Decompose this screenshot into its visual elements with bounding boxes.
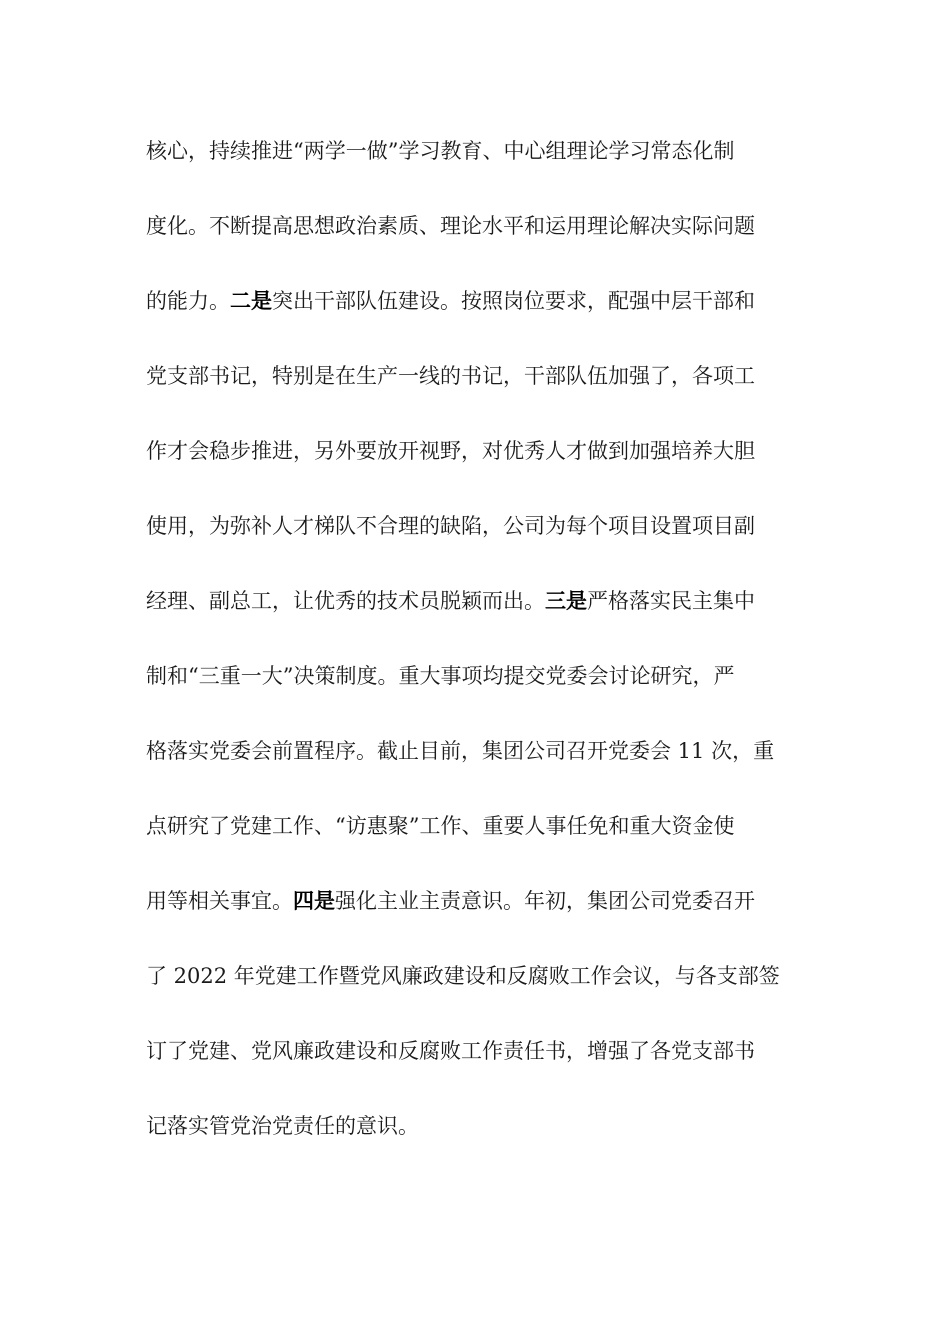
text-line: [146, 1103, 806, 1178]
text-segment: 制和“三重一大”决策制度。重大事项均提交党委会讨论研究，严: [146, 664, 735, 688]
text-line: [146, 128, 806, 203]
text-segment: 用等相关事宜。: [146, 889, 293, 913]
text-segment: 核心，持续推进“两学一做”学习教育、中心组理论学习常态化制: [146, 139, 735, 163]
text-line: [146, 203, 806, 278]
emphasis-label: 二是: [230, 288, 272, 313]
text-line: [146, 953, 806, 1028]
text-segment: 强化主业主责意识。年初，集团公司党委召开: [335, 889, 755, 913]
text-segment: 度化。不断提高思想政治素质、理论水平和运用理论解决实际问题: [146, 214, 755, 238]
text-segment: 记落实管党治党责任的意识。: [146, 1114, 419, 1138]
text-line: [146, 728, 806, 803]
text-segment: 的能力。: [146, 289, 230, 313]
text-segment: 突出干部队伍建设。按照岗位要求，配强中层干部和: [272, 289, 755, 313]
text-line: [146, 1028, 806, 1103]
text-line: [146, 503, 806, 578]
text-line: [146, 653, 806, 728]
text-line: [146, 803, 806, 878]
text-line: [146, 353, 806, 428]
text-line: [146, 578, 806, 653]
emphasis-label: 三是: [545, 588, 587, 613]
text-segment: 严格落实民主集中: [587, 589, 755, 613]
text-line: [146, 878, 806, 953]
text-segment: 使用，为弥补人才梯队不合理的缺陷，公司为每个项目设置项目副: [146, 514, 755, 538]
text-segment: 点研究了党建工作、“访惠聚”工作、重要人事任免和重大资金使: [146, 814, 735, 838]
text-segment: 格落实党委会前置程序。截止目前，集团公司召开党委会 11 次，重: [146, 739, 775, 763]
emphasis-label: 四是: [293, 888, 335, 913]
text-segment: 订了党建、党风廉政建设和反腐败工作责任书，增强了各党支部书: [146, 1039, 755, 1063]
text-line: [146, 428, 806, 503]
text-segment: 党支部书记，特别是在生产一线的书记，干部队伍加强了，各项工: [146, 364, 755, 388]
text-segment: 经理、副总工，让优秀的技术员脱颖而出。: [146, 589, 545, 613]
text-segment: 了 2022 年党建工作暨党风廉政建设和反腐败工作会议，与各支部签: [146, 964, 780, 988]
body-paragraph: [146, 128, 806, 1178]
text-segment: 作才会稳步推进，另外要放开视野，对优秀人才做到加强培养大胆: [146, 439, 755, 463]
text-line: [146, 278, 806, 353]
